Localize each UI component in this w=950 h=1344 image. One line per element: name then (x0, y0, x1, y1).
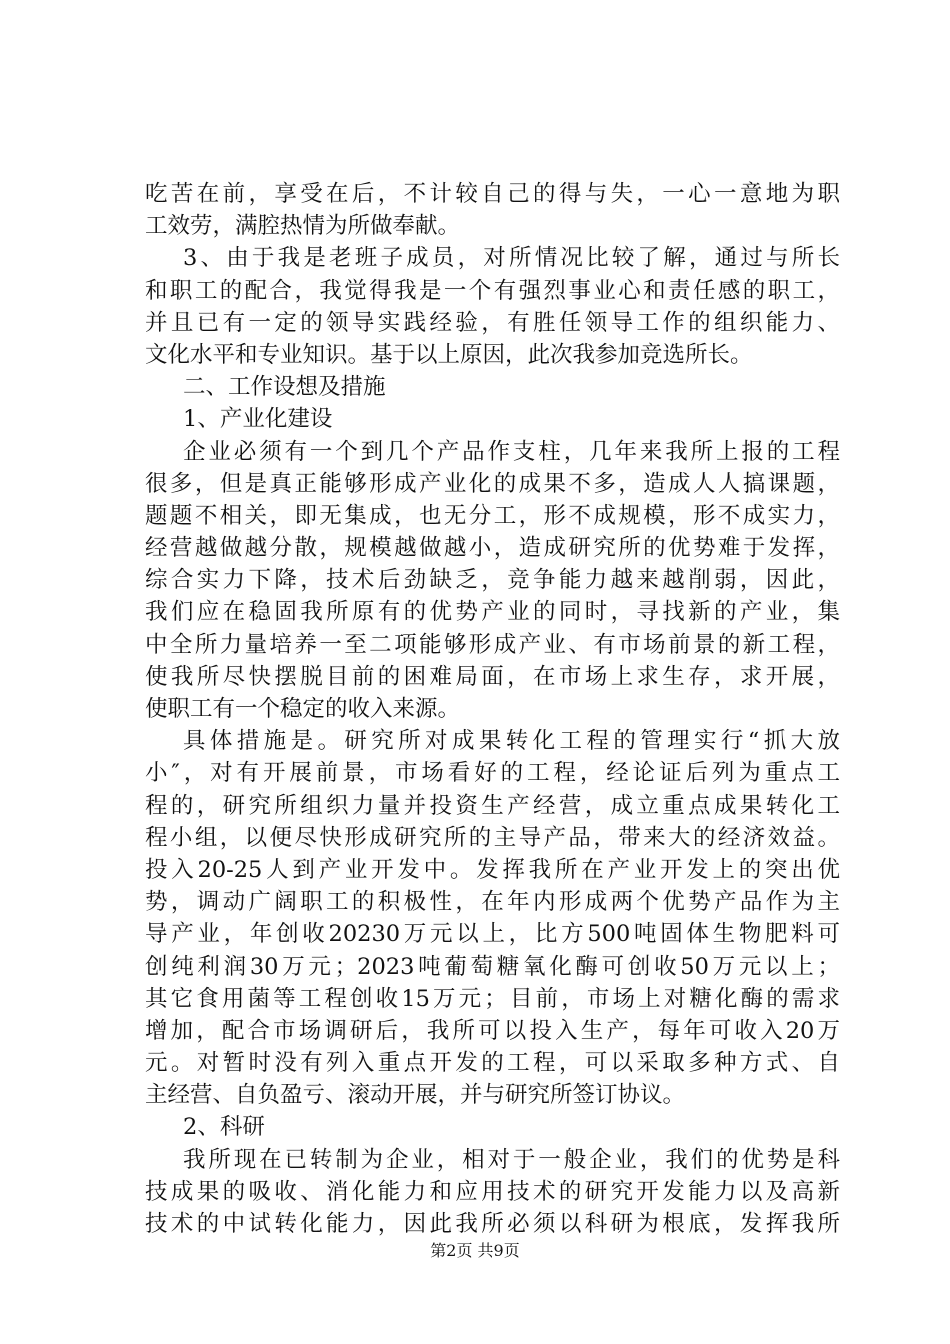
text-line: 我所现在已转制为企业，相对于一般企业，我们的优势是科 (183, 1146, 840, 1173)
document-body (145, 178, 840, 1240)
text-line: 使职工有一个稳定的收入来源。 (145, 696, 461, 722)
text-line: 导产业，年创收20230万元以上，比方500吨固体生物肥料可 (145, 921, 840, 948)
text-line: 吃苦在前，享受在后，不计较自己的得与失，一心一意地为职 (145, 181, 840, 207)
text-line: 势，调动广阔职工的积极性，在年内形成两个优势产品作为主 (145, 889, 840, 916)
text-line: 文化水平和专业知识。基于以上原因，此次我参加竞选所长。 (145, 341, 753, 368)
text-line: 具体措施是。研究所对成果转化工程的管理实行“抓大放 (183, 728, 840, 755)
text-line: 并且已有一定的领导实践经验，有胜任领导工作的组织能力、 (145, 309, 840, 336)
text-line: 1、产业化建设 (183, 406, 333, 433)
text-line: 程的，研究所组织力量并投资生产经营，成立重点成果转化工 (145, 792, 840, 819)
text-line: 2、科研 (183, 1114, 265, 1141)
text-line: 主经营、自负盈亏、滚动开展，并与研究所签订协议。 (145, 1082, 686, 1109)
text-line: 3、由于我是老班子成员，对所情况比较了解，通过与所长 (183, 245, 840, 272)
text-line: 小″，对有开展前景，市场看好的工程，经论证后列为重点工 (145, 760, 840, 787)
text-line: 很多，但是真正能够形成产业化的成果不多，造成人人搞课题， (145, 470, 840, 497)
text-line: 企业必须有一个到几个产品作支柱，几年来我所上报的工程 (183, 438, 840, 465)
text-line: 技术的中试转化能力，因此我所必须以科研为根底，发挥我所 (145, 1211, 840, 1237)
text-line: 创纯利润30万元；2023吨葡萄糖氧化酶可创收50万元以上； (145, 953, 840, 980)
text-line: 综合实力下降，技术后劲缺乏，竞争能力越来越削弱，因此， (145, 567, 840, 594)
text-line: 我们应在稳固我所原有的优势产业的同时，寻找新的产业，集 (145, 599, 840, 626)
text-line: 二、工作设想及措施 (183, 374, 386, 401)
text-line: 和职工的配合，我觉得我是一个有强烈事业心和责任感的职工， (145, 277, 840, 304)
page-footer (0, 1241, 950, 1261)
text-line: 题题不相关，即无集成，也无分工，形不成规模，形不成实力， (145, 502, 840, 529)
text-line: 其它食用菌等工程创收15万元；目前，市场上对糖化酶的需求 (145, 985, 840, 1012)
text-line: 经营越做越分散，规模越做越小，造成研究所的优势难于发挥， (145, 535, 840, 562)
page-number-label: 第2页 共9页 (430, 1241, 520, 1260)
text-line: 增加，配合市场调研后，我所可以投入生产，每年可收入20万 (145, 1017, 840, 1044)
text-line: 技成果的吸收、消化能力和应用技术的研究开发能力以及高新 (145, 1178, 840, 1205)
text-line: 使我所尽快摆脱目前的困难局面，在市场上求生存，求开展， (145, 663, 840, 690)
text-line: 投入20-25人到产业开发中。发挥我所在产业开发上的突出优 (145, 856, 840, 883)
text-line: 工效劳，满腔热情为所做奉献。 (145, 213, 461, 240)
text-line: 程小组，以便尽快形成研究所的主导产品，带来大的经济效益。 (145, 824, 840, 851)
text-line: 中全所力量培养一至二项能够形成产业、有市场前景的新工程， (145, 631, 840, 658)
text-line: 元。对暂时没有列入重点开发的工程，可以采取多种方式、自 (145, 1050, 840, 1077)
